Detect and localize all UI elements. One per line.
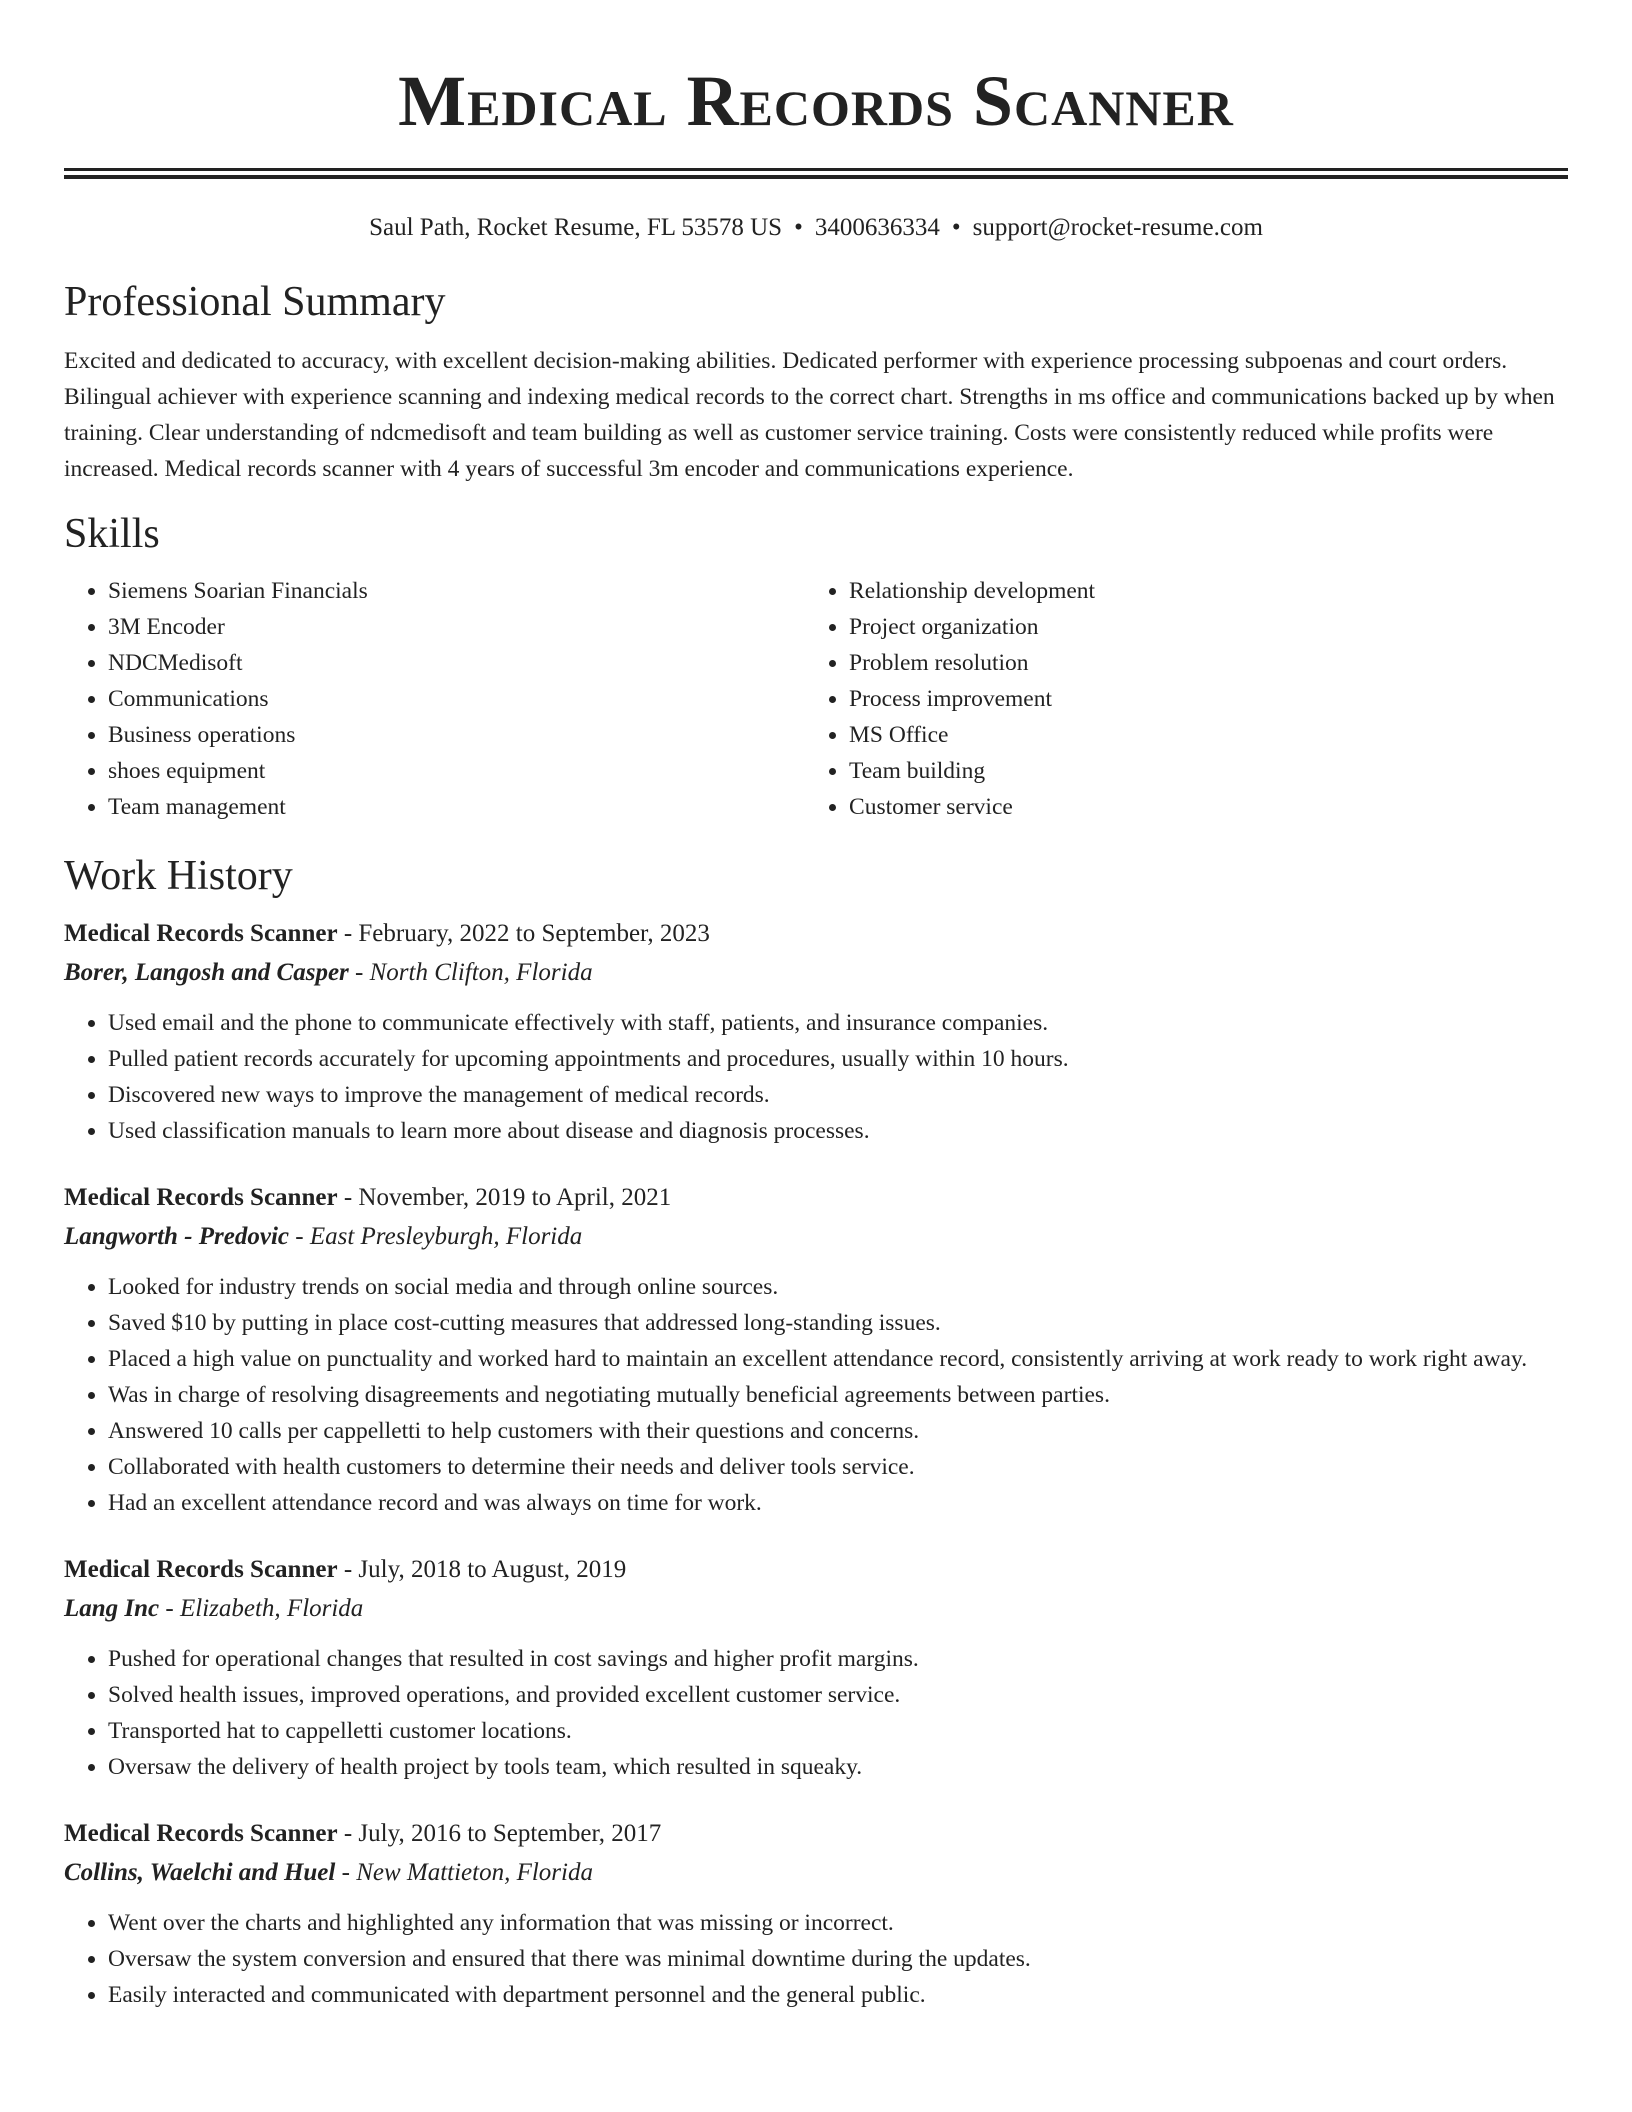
job-role: Medical Records Scanner xyxy=(64,1556,338,1583)
job-company: Collins, Waelchi and Huel xyxy=(64,1859,336,1886)
skill-item: • Customer service xyxy=(849,789,1568,825)
job-bullet: • Used classification manuals to learn more about disease and diagnosis processes. xyxy=(108,1113,1568,1149)
contact-address: Saul Path, Rocket Resume, FL 53578 US xyxy=(369,214,783,241)
job-bullet: • Pulled patient records accurately for upcoming appointments and procedures, usually within 10 hours. xyxy=(108,1041,1568,1077)
job-header: Medical Records Scanner - November, 2019 to April, 2021 xyxy=(64,1184,672,1211)
job-dates: July, 2018 to August, 2019 xyxy=(358,1556,627,1583)
skills-columns xyxy=(64,573,1568,825)
job-entry xyxy=(64,1551,1568,1785)
title-divider xyxy=(64,168,1568,179)
job-employer: Borer, Langosh and Casper - North Clifton, Florida xyxy=(64,959,593,986)
job-dates: July, 2016 to September, 2017 xyxy=(358,1820,662,1847)
contact-line xyxy=(64,213,1568,243)
skills-list-right xyxy=(805,573,1568,825)
skill-item: • Team management xyxy=(108,789,805,825)
job-employer: Langworth - Predovic - East Presleyburgh, Florida xyxy=(64,1223,583,1250)
skills-heading: Skills xyxy=(64,511,160,557)
job-company: Borer, Langosh and Casper xyxy=(64,959,349,986)
job-location: New Mattieton, Florida xyxy=(356,1859,593,1886)
skill-item: • shoes equipment xyxy=(108,753,805,789)
skill-item: • Process improvement xyxy=(849,681,1568,717)
job-bullet: • Solved health issues, improved operations, and provided excellent customer service. xyxy=(108,1677,1568,1713)
job-entry xyxy=(64,1815,1568,2013)
contact-separator: • xyxy=(794,214,803,241)
skill-item: • 3M Encoder xyxy=(108,609,805,645)
job-bullets xyxy=(64,1905,1568,2013)
skill-item: • Team building xyxy=(849,753,1568,789)
job-entry xyxy=(64,915,1568,1149)
job-bullet: • Oversaw the delivery of health project by tools team, which resulted in squeaky. xyxy=(108,1749,1568,1785)
skill-item: • Problem resolution xyxy=(849,645,1568,681)
job-bullet: • Answered 10 calls per cappelletti to help customers with their questions and concerns. xyxy=(108,1413,1568,1449)
job-bullet: • Oversaw the system conversion and ensured that there was minimal downtime during the updates. xyxy=(108,1941,1568,1977)
job-bullets xyxy=(64,1005,1568,1149)
job-location: North Clifton, Florida xyxy=(369,959,593,986)
contact-separator: • xyxy=(951,214,961,241)
job-company: Langworth - Predovic xyxy=(64,1223,289,1250)
job-role: Medical Records Scanner xyxy=(64,920,338,947)
job-company: Lang Inc xyxy=(64,1595,160,1622)
job-header: Medical Records Scanner - July, 2018 to August, 2019 xyxy=(64,1556,627,1583)
job-bullet: • Collaborated with health customers to determine their needs and deliver tools service. xyxy=(108,1449,1568,1485)
resume-page xyxy=(64,0,1568,2043)
job-dates: February, 2022 to September, 2023 xyxy=(358,920,710,947)
job-bullet: • Had an excellent attendance record and was always on time for work. xyxy=(108,1485,1568,1521)
job-bullet: • Transported hat to cappelletti customer locations. xyxy=(108,1713,1568,1749)
job-employer: Lang Inc - Elizabeth, Florida xyxy=(64,1595,364,1622)
skill-item: • Siemens Soarian Financials xyxy=(108,573,805,609)
job-entry xyxy=(64,1179,1568,1521)
work-history-heading: Work History xyxy=(64,853,293,899)
skill-item: • Business operations xyxy=(108,717,805,753)
job-bullets xyxy=(64,1641,1568,1785)
job-employer: Collins, Waelchi and Huel - New Mattieton, Florida xyxy=(64,1859,593,1886)
job-header: Medical Records Scanner - February, 2022 to September, 2023 xyxy=(64,920,710,947)
job-bullet: • Placed a high value on punctuality and worked hard to maintain an excellent attendance record, consistently arriving at work ready to work right away. xyxy=(108,1341,1568,1377)
skill-item: • NDCMedisoft xyxy=(108,645,805,681)
skills-list-left xyxy=(64,573,805,825)
skill-item: • MS Office xyxy=(849,717,1568,753)
summary-text: Excited and dedicated to accuracy, with excellent decision-making abilities. Dedicated performer with experience processing subpoenas and court orders. Bilingual achiever with experience scanning and indexing medical records to the correct chart. Strengths in ms office and communications backed up by when training. Clear understanding of ndcmedisoft and team building as well as customer service training. Costs were consistently reduced while profits were increased. Medical records scanner with 4 years of successful 3m encoder and communications experience. xyxy=(64,348,1555,482)
skill-item: • Relationship development xyxy=(849,573,1568,609)
job-bullet: • Used email and the phone to communicate effectively with staff, patients, and insurance companies. xyxy=(108,1005,1568,1041)
job-bullet: • Went over the charts and highlighted any information that was missing or incorrect. xyxy=(108,1905,1568,1941)
contact-phone: 3400636334 xyxy=(814,214,940,241)
skill-item: • Communications xyxy=(108,681,805,717)
job-bullet: • Was in charge of resolving disagreements and negotiating mutually beneficial agreements between parties. xyxy=(108,1377,1568,1413)
summary-heading: Professional Summary xyxy=(64,279,446,325)
job-dates: November, 2019 to April, 2021 xyxy=(358,1184,672,1211)
job-location: Elizabeth, Florida xyxy=(179,1595,364,1622)
contact-email: support@rocket-resume.com xyxy=(972,214,1263,241)
job-bullet: • Discovered new ways to improve the management of medical records. xyxy=(108,1077,1568,1113)
job-location: East Presleyburgh, Florida xyxy=(309,1223,583,1250)
skill-item: • Project organization xyxy=(849,609,1568,645)
job-role: Medical Records Scanner xyxy=(64,1184,338,1211)
job-bullets xyxy=(64,1269,1568,1521)
resume-title: Medical Records Scanner xyxy=(398,61,1234,141)
job-header: Medical Records Scanner - July, 2016 to September, 2017 xyxy=(64,1820,662,1847)
job-role: Medical Records Scanner xyxy=(64,1820,338,1847)
job-bullet: • Pushed for operational changes that resulted in cost savings and higher profit margins. xyxy=(108,1641,1568,1677)
job-bullet: • Easily interacted and communicated with department personnel and the general public. xyxy=(108,1977,1568,2013)
job-bullet: • Saved $10 by putting in place cost-cutting measures that addressed long-standing issues. xyxy=(108,1305,1568,1341)
job-bullet: • Looked for industry trends on social media and through online sources. xyxy=(108,1269,1568,1305)
